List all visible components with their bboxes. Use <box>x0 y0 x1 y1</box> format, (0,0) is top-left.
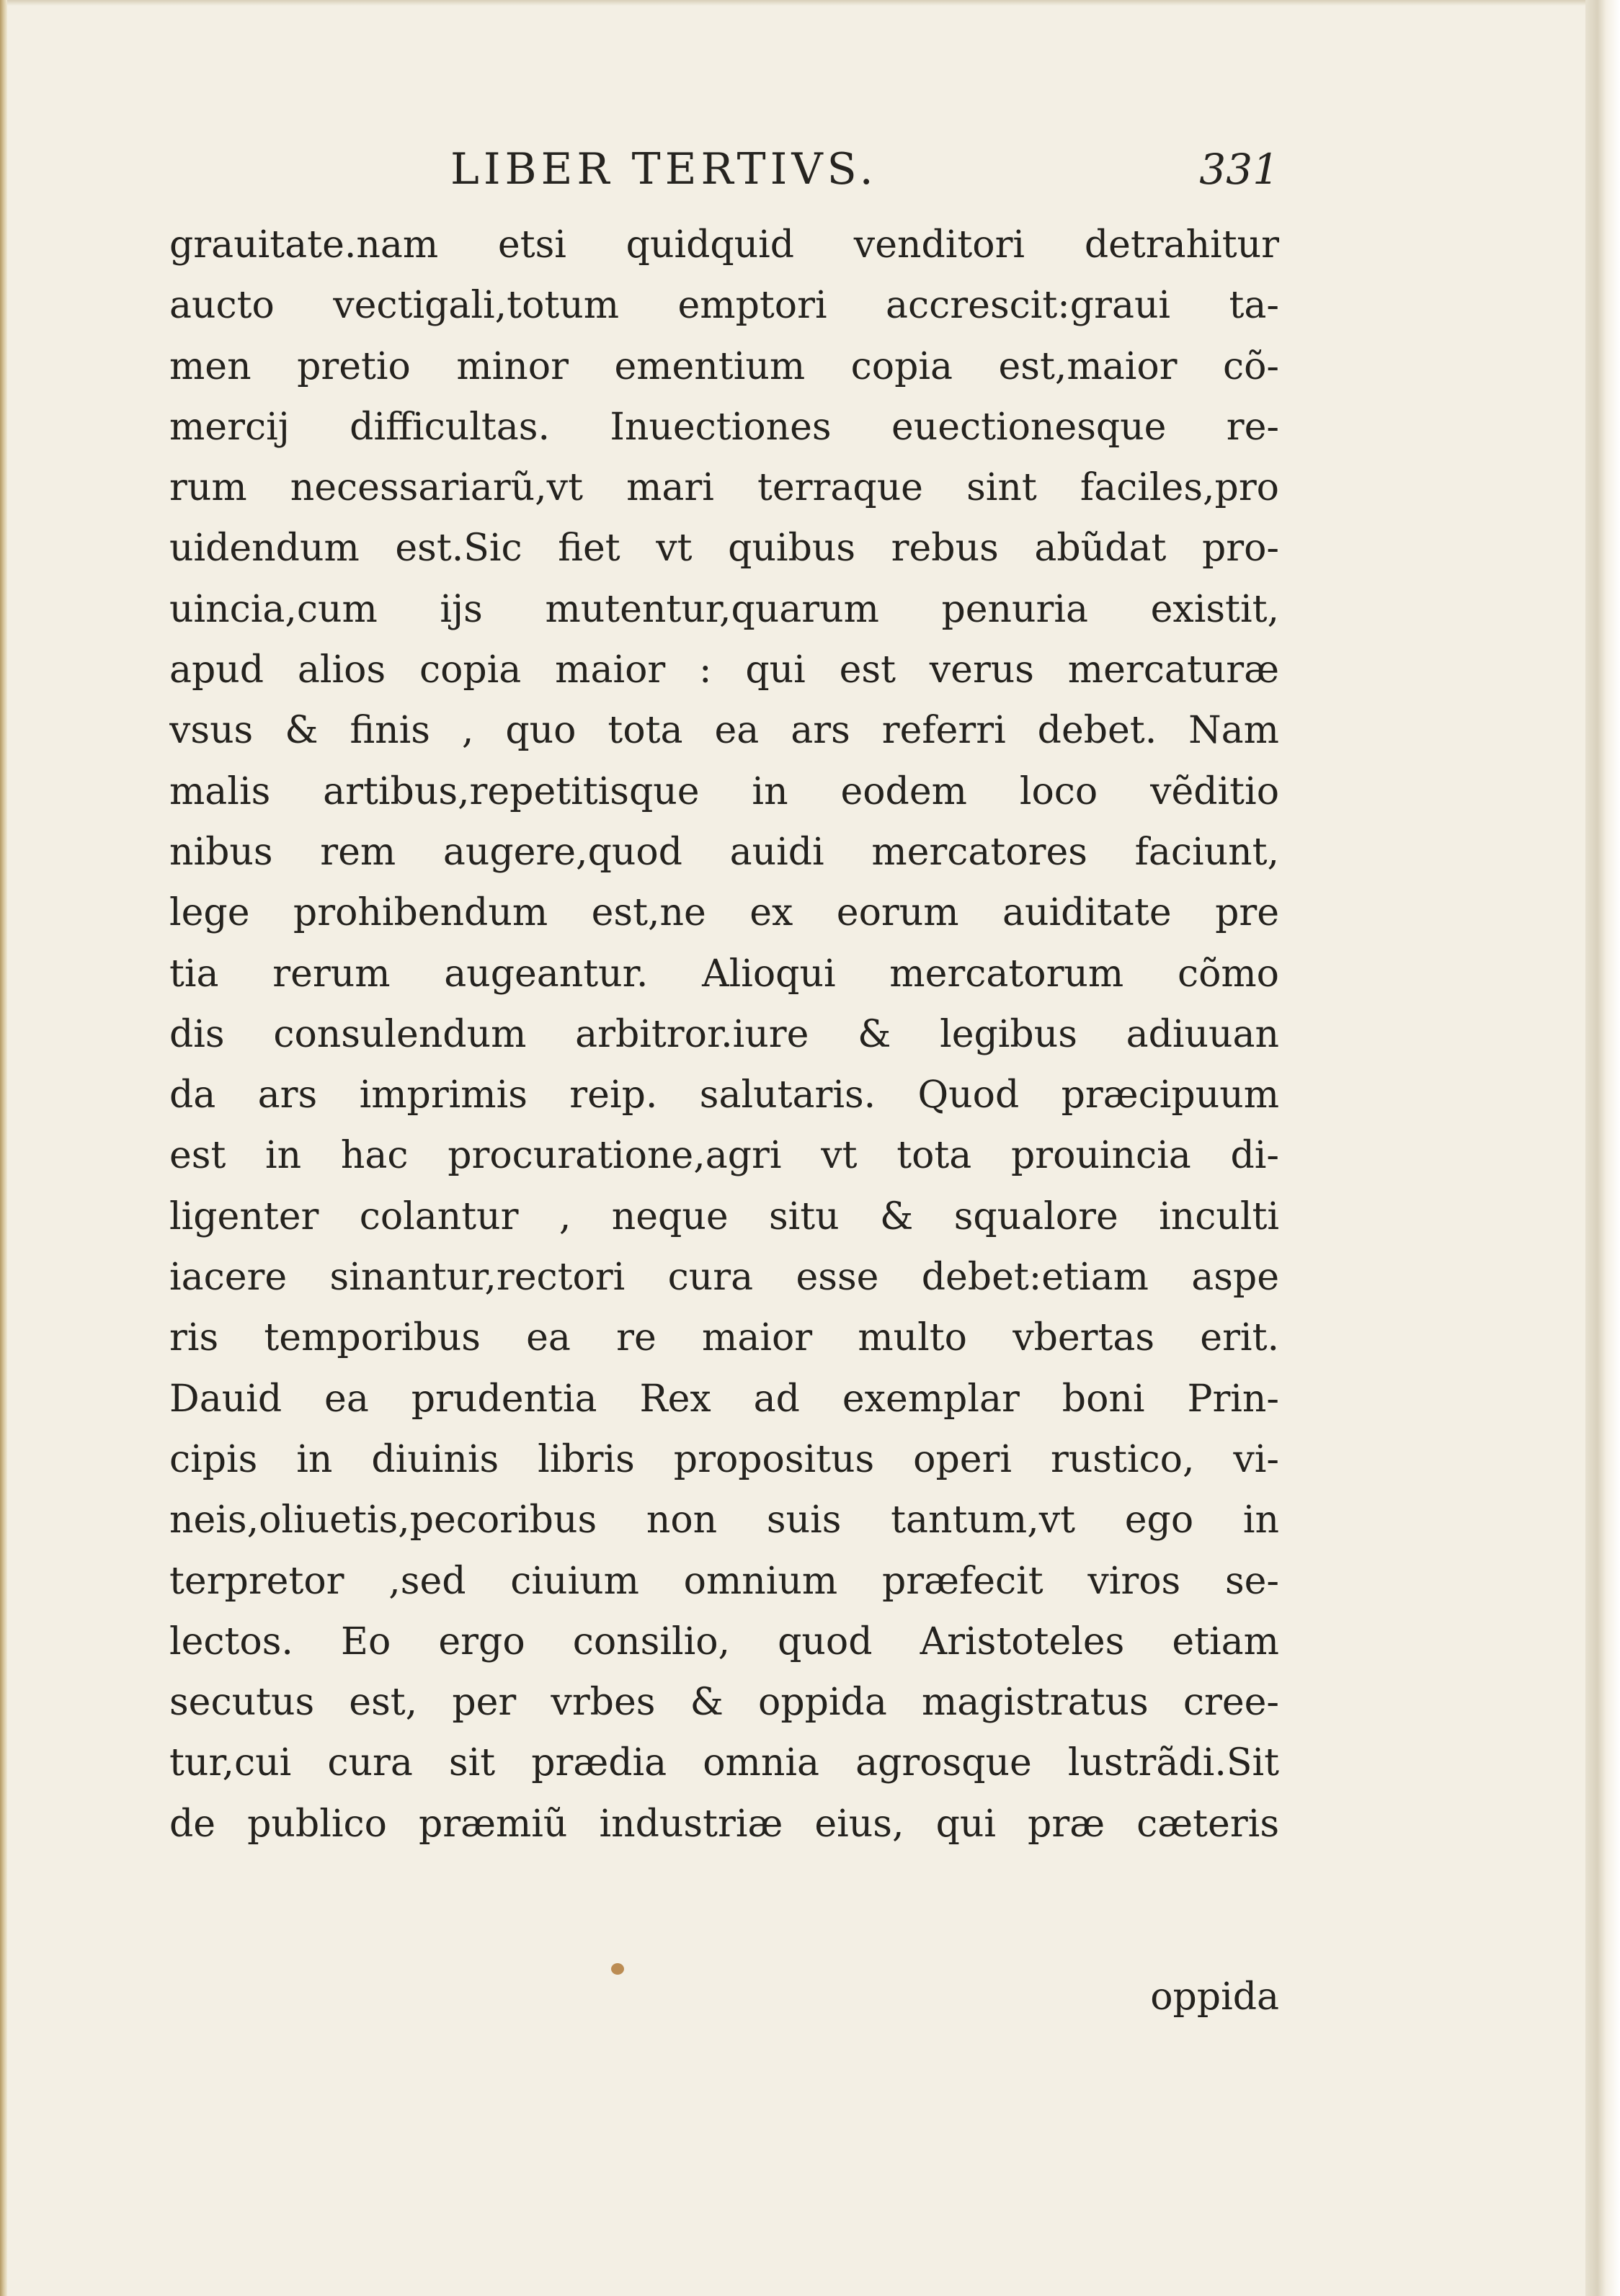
text-line: lege prohibendum est,ne ex eorum auiditate pre <box>169 891 1279 935</box>
text-line: neis,oliuetis,pecoribus non suis tantum,vt ego in <box>169 1498 1279 1542</box>
text-line: est in hac procuratione,agri vt tota prouincia di- <box>169 1134 1279 1178</box>
text-line: iacere sinantur,rectori cura esse debet:etiam aspe <box>169 1256 1279 1300</box>
text-line: tia rerum augeantur. Alioqui mercatorum cõmo <box>169 952 1279 996</box>
page-header <box>169 144 1279 195</box>
text-line: men pretio minor ementium copia est,maior cõ- <box>169 344 1279 388</box>
text-line: grauitate.nam etsi quidquid venditori detrahitur <box>169 223 1279 267</box>
text-line: aucto vectigali,totum emptori accrescit:graui ta- <box>169 284 1279 328</box>
catchword: oppida <box>1150 1975 1279 2019</box>
page-top-edge <box>0 0 1620 6</box>
text-line: tur,cui cura sit prædia omnia agrosque lustrãdi.Sit <box>169 1741 1279 1785</box>
text-line: rum necessariarũ,vt mari terraque sint faciles,pro <box>169 466 1279 510</box>
text-line: uincia,cum ijs mutentur,quarum penuria existit, <box>169 587 1279 631</box>
text-line: ris temporibus ea re maior multo vbertas erit. <box>169 1316 1279 1360</box>
text-line: terpretor ,sed ciuium omnium præfecit viros se- <box>169 1559 1279 1603</box>
running-head: LIBER TERTIVS. <box>450 144 878 195</box>
page-left-edge <box>0 0 7 2296</box>
text-line: da ars imprimis reip. salutaris. Quod præcipuum <box>169 1073 1279 1117</box>
text-line: ligenter colantur , neque situ & squalore inculti <box>169 1194 1279 1238</box>
text-line: lectos. Eo ergo consilio, quod Aristoteles etiam <box>169 1620 1279 1663</box>
page-right-edge <box>1585 0 1620 2296</box>
body-text <box>169 215 1279 1854</box>
text-line: secutus est, per vrbes & oppida magistratus cree- <box>169 1681 1279 1725</box>
text-line: de publico præmiũ industriæ eius, qui præ cæteris <box>169 1802 1279 1846</box>
page-number: 331 <box>1199 145 1279 194</box>
text-line: malis artibus,repetitisque in eodem loco vẽditio <box>169 769 1279 813</box>
foxing-spot <box>611 1963 624 1975</box>
text-line: dis consulendum arbitror.iure & legibus adiuuan <box>169 1012 1279 1056</box>
text-line: mercij difficultas. Inuectiones euectionesque re- <box>169 405 1279 449</box>
text-line: Dauid ea prudentia Rex ad exemplar boni Prin- <box>169 1377 1279 1421</box>
text-line: vsus & finis , quo tota ea ars referri debet. Nam <box>169 709 1279 753</box>
text-line: apud alios copia maior : qui est verus mercaturæ <box>169 648 1279 692</box>
text-line: cipis in diuinis libris propositus operi rustico, vi- <box>169 1437 1279 1481</box>
text-line: nibus rem augere,quod auidi mercatores faciunt, <box>169 830 1279 874</box>
text-line: uidendum est.Sic fiet vt quibus rebus abũdat pro- <box>169 527 1279 571</box>
